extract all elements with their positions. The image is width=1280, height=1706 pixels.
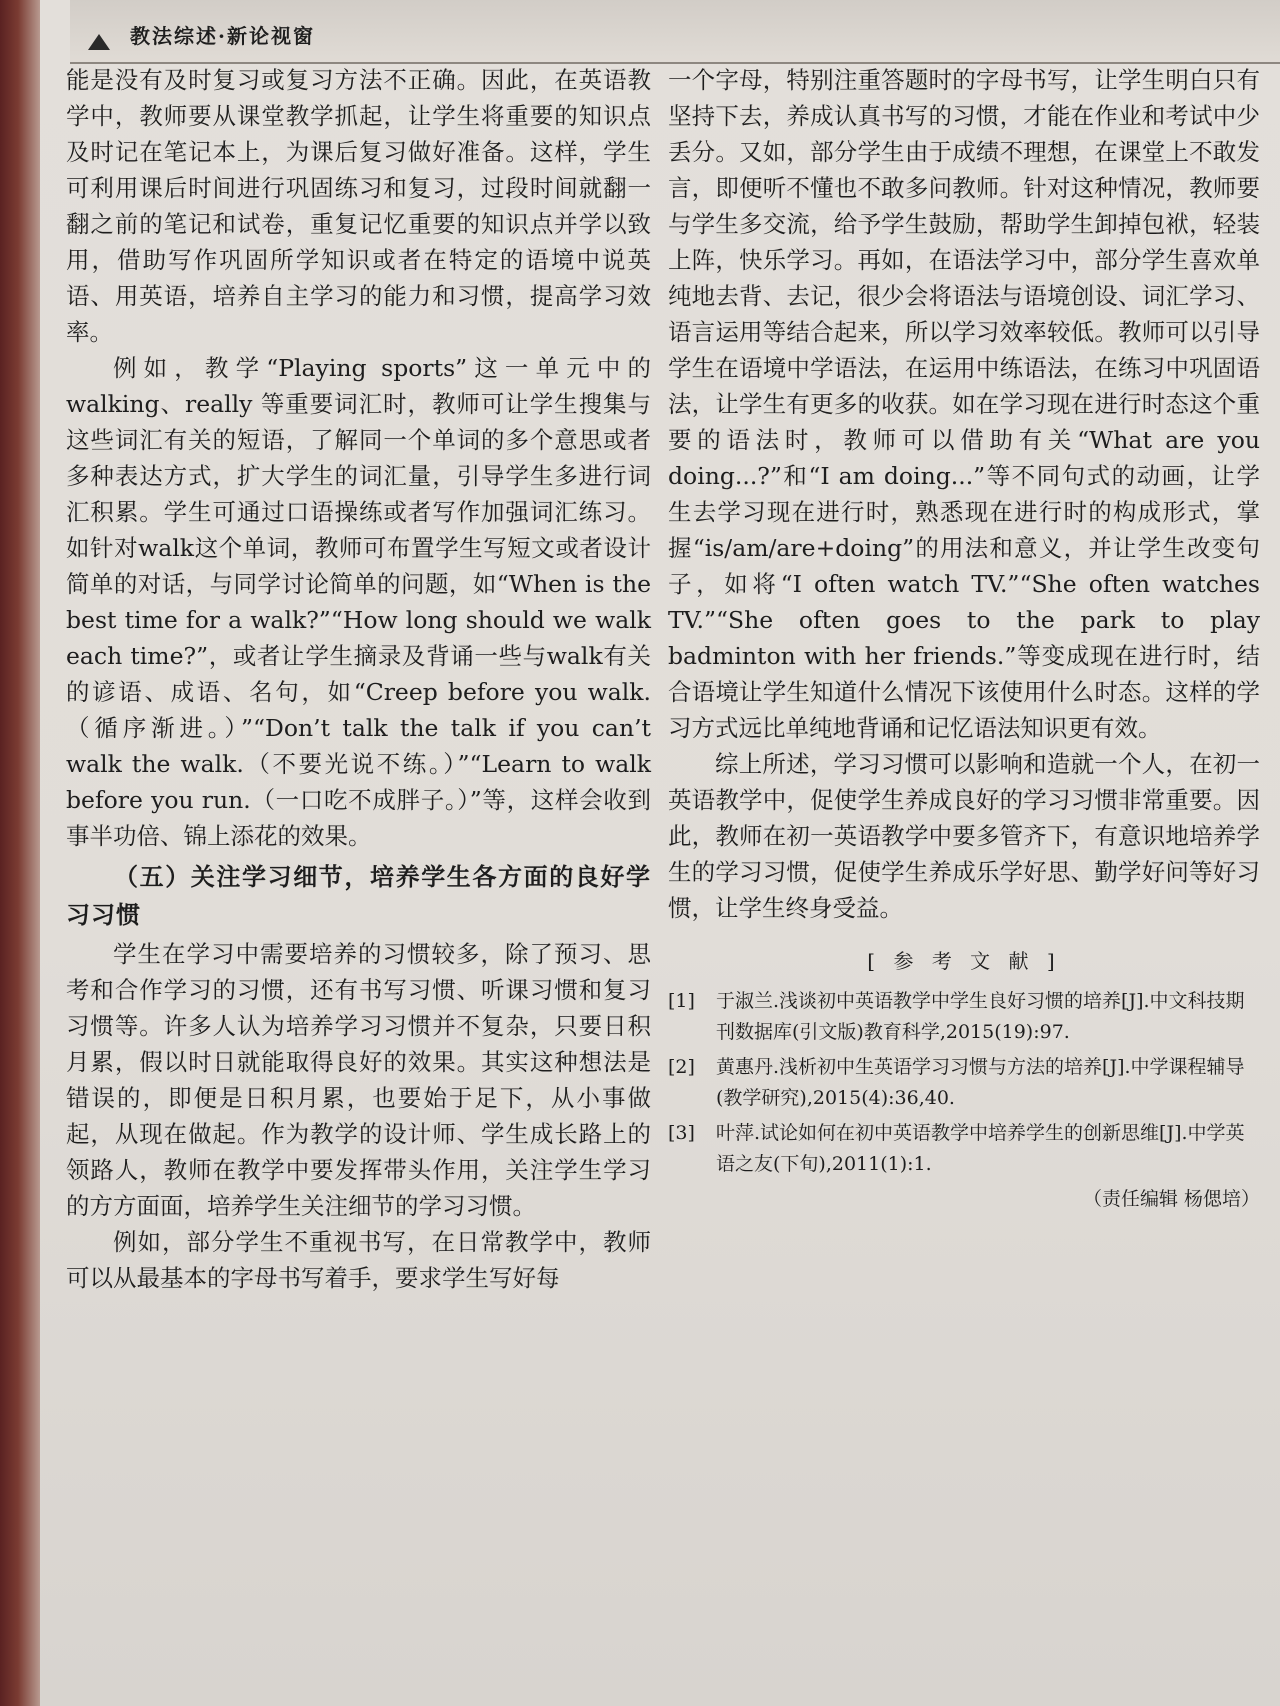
reference-text: 叶萍.试论如何在初中英语教学中培养学生的创新思维[J].中学英语之友(下旬),2011(1):1.	[716, 1122, 1245, 1175]
running-head-title: 教法综述·新论视窗	[130, 24, 315, 48]
paragraph: 学生在学习中需要培养的习惯较多，除了预习、思考和合作学习的习惯，还有书写习惯、听课习惯和复习习惯等。许多人认为培养学习习惯并不复杂，只要日积月累，假以时日就能取得良好的效果。其实这种想法是错误的，即便是日积月累，也要始于足下，从小事做起，从现在做起。作为教学的设计师、学生成长路上的领路人，教师在教学中要发挥带头作用，关注学生学习的方方面面，培养学生关注细节的学习习惯。	[66, 940, 651, 1220]
paragraph: 例如，教学“Playing sports”这一单元中的walking、really 等重要词汇时，教师可让学生搜集与这些词汇有关的短语，了解同一个单词的多个意思或者多种表达方式，扩大学生的词汇量，引导学生多进行词汇积累。学生可通过口语操练或者写作加强词汇练习。如针对walk这个单词，教师可布置学生写短文或者设计简单的对话，与同学讨论简单的问题，如“When is the best time for a walk?”“How long should we walk each time?”，或者让学生摘录及背诵一些与walk有关的谚语、成语、名句，如“Creep before you walk.（循序渐进。）”“Don’t talk the talk if you can’t walk the walk.（不要光说不练。）”“Learn to walk before you run.（一口吃不成胖子。）”等，这样会收到事半功倍、锦上添花的效果。	[66, 354, 651, 850]
reference-number: [2]	[668, 1056, 695, 1078]
paragraph: 一个字母，特别注重答题时的字母书写，让学生明白只有坚持下去，养成认真书写的习惯，才能在作业和考试中少丢分。又如，部分学生由于成绩不理想，在课堂上不敢发言，即便听不懂也不敢多问教师。针对这种情况，教师要与学生多交流，给予学生鼓励，帮助学生卸掉包袱，轻装上阵，快乐学习。再如，在语法学习中，部分学生喜欢单纯地去背、去记，很少会将语法与语境创设、词汇学习、语言运用等结合起来，所以学习效率较低。教师可以引导学生在语境中学语法，在运用中练语法，在练习中巩固语法，让学生有更多的收获。如在学习现在进行时态这个重要的语法时，教师可以借助有关“What are you doing...?”和“I am doing...”等不同句式的动画，让学生去学习现在进行时，熟悉现在进行时的构成形式，掌握“is/am/are+doing”的用法和意义，并让学生改变句子，如将“I often watch TV.”“She often watches TV.”“She often goes to the park to play badminton with her friends.”等变成现在进行时，结合语境让学生知道什么情况下该使用什么时态。这样的学习方式远比单纯地背诵和记忆语法知识更有效。	[668, 66, 1260, 742]
reference-text: 黄惠丹.浅析初中生英语学习习惯与方法的培养[J].中学课程辅导(教学研究),2015(4):36,40.	[716, 1056, 1245, 1109]
triangle-icon	[88, 34, 110, 50]
paragraph: 综上所述，学习习惯可以影响和造就一个人，在初一英语教学中，促使学生养成良好的学习习惯非常重要。因此，教师在初一英语教学中要多管齐下，有意识地培养学生的学习习惯，促使学生养成乐学好思、勤学好问等好习惯，让学生终身受益。	[668, 750, 1260, 922]
paragraph: 例如，部分学生不重视书写，在日常教学中，教师可以从最基本的字母书写着手，要求学生写好每	[66, 1228, 651, 1292]
section-heading: （五）关注学习细节，培养学生各方面的良好学习习惯	[66, 862, 651, 929]
references-heading: [ 参 考 文 献 ]	[867, 949, 1061, 973]
right-column	[668, 62, 1260, 1215]
reference-item	[668, 1052, 1260, 1114]
reference-number: [1]	[668, 990, 695, 1012]
reference-item	[668, 986, 1260, 1048]
reference-text: 于淑兰.浅谈初中英语教学中学生良好习惯的培养[J].中文科技期刊数据库(引文版)教育科学,2015(19):97.	[716, 990, 1245, 1043]
running-head	[70, 0, 1280, 64]
page-spine-shadow	[0, 0, 40, 1706]
reference-number: [3]	[668, 1122, 695, 1144]
reference-item	[668, 1118, 1260, 1180]
left-column	[66, 62, 651, 1296]
paragraph: 能是没有及时复习或复习方法不正确。因此，在英语教学中，教师要从课堂教学抓起，让学生将重要的知识点及时记在笔记本上，为课后复习做好准备。这样，学生可利用课后时间进行巩固练习和复习，过段时间就翻一翻之前的笔记和试卷，重复记忆重要的知识点并学以致用，借助写作巩固所学知识或者在特定的语境中说英语、用英语，培养自主学习的能力和习惯，提高学习效率。	[66, 66, 651, 346]
responsible-editor: （责任编辑 杨偲培）	[1082, 1188, 1260, 1210]
